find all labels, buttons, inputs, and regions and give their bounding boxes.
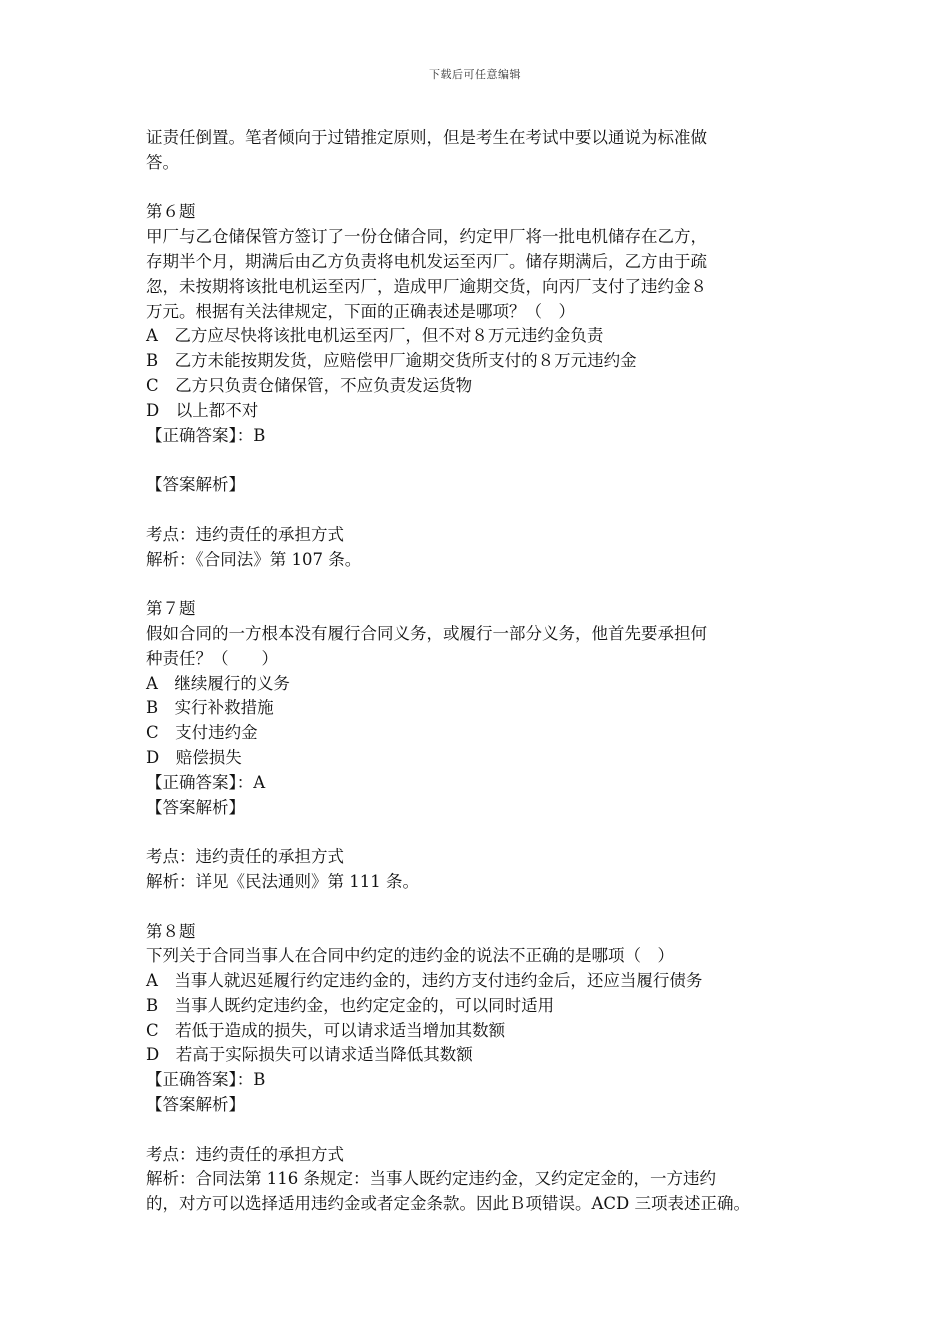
question-stem-line: 假如合同的一方根本没有履行合同义务，或履行一部分义务，他首先要承担何 [146,623,707,643]
option-c: C 若低于造成的损失，可以请求适当增加其数额 [146,1020,506,1040]
correct-answer: 【正确答案】：B [146,1070,266,1090]
option-b: B 当事人既约定违约金，也约定定金的，可以同时适用 [146,995,555,1015]
analysis-point: 考点：违约责任的承担方式 [146,847,344,867]
option-d: D 若高于实际损失可以请求适当降低其数额 [146,1045,473,1065]
question-title: 第７题 [146,599,196,619]
spacer [146,572,826,597]
correct-answer: 【正确答案】：B [146,425,266,445]
analysis-label: 【答案解析】 [146,1095,245,1115]
document-body [146,126,826,1217]
analysis-explanation: 解析：《合同法》第 107 条。 [146,549,362,569]
spacer [146,820,826,845]
spacer [146,1118,826,1143]
option-b: B 乙方未能按期发货，应赔偿甲厂逾期交货所支付的８万元违约金 [146,351,637,371]
question-stem-line: 万元。根据有关法律规定，下面的正确表述是哪项？（ ） [146,301,575,321]
question-stem-line: 甲厂与乙仓储保管方签订了一份仓储合同，约定甲厂将一批电机储存在乙方， [146,227,707,247]
spacer [146,176,826,201]
analysis-label: 【答案解析】 [146,475,245,495]
option-a: A 当事人就迟延履行约定违约金的，违约方支付违约金后，还应当履行债务 [146,971,703,991]
question-stem-line: 种责任？（ ） [146,648,278,668]
option-a: A 继续履行的义务 [146,673,290,693]
intro-line: 答。 [146,152,179,172]
question-title: 第６题 [146,202,196,222]
question-stem-line: 忽，未按期将该批电机运至丙厂，造成甲厂逾期交货，向丙厂支付了违约金８ [146,276,707,296]
correct-answer: 【正确答案】：A [146,772,266,792]
option-c: C 乙方只负责仓储保管，不应负责发运货物 [146,375,473,395]
analysis-label: 【答案解析】 [146,797,245,817]
question-title: 第８题 [146,921,196,941]
spacer [146,895,826,920]
spacer [146,448,826,473]
intro-line: 证责任倒置。笔者倾向于过错推定原则，但是考生在考试中要以通说为标准做 [146,128,707,147]
analysis-explanation: 解析：合同法第 116 条规定：当事人既约定违约金，又约定定金的，一方违约 [146,1169,716,1189]
analysis-point: 考点：违约责任的承担方式 [146,1144,344,1164]
question-stem-line: 存期半个月，期满后由乙方负责将电机发运至丙厂。储存期满后，乙方由于疏 [146,251,707,271]
option-a: A 乙方应尽快将该批电机运至丙厂，但不对８万元违约金负责 [146,326,604,346]
question-stem-line: 下列关于合同当事人在合同中约定的违约金的说法不正确的是哪项（ ） [146,946,674,966]
option-d: D 赔偿损失 [146,747,242,767]
option-b: B 实行补救措施 [146,698,274,718]
analysis-explanation: 的，对方可以选择适用违约金或者定金条款。因此Ｂ项错误。ACD 三项表述正确。 [146,1194,751,1214]
page-header: 下载后可任意编辑 [429,68,521,81]
spacer [146,498,826,523]
option-d: D 以上都不对 [146,400,259,420]
option-c: C 支付违约金 [146,723,258,743]
analysis-point: 考点：违约责任的承担方式 [146,524,344,544]
analysis-explanation: 解析：详见《民法通则》第 111 条。 [146,871,419,891]
